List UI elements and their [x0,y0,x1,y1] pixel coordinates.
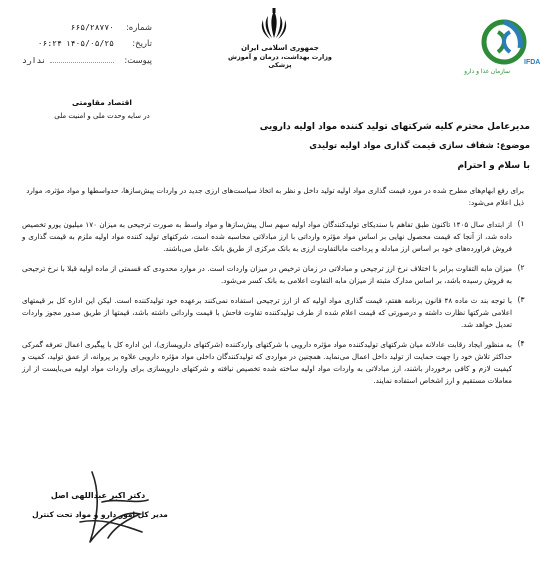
attachment-label: پیوست: [124,56,152,66]
svg-text:IFDA: IFDA [524,59,541,66]
ministry-title: وزارت بهداشت، درمان و آموزش پزشکی [228,53,332,69]
intro-paragraph: برای رفع ابهام‌های مطرح شده در مورد قیمت گذاری مواد اولیه تولید داخل و نظر به اتخاذ سیاست‌های ارزی جدید در واردات پیش‌سازها، حدواسطها و مواد مؤثره، موارد ذیل اعلام می‌شود: [26,186,524,207]
addressee: مدیرعامل محترم کلیه شرکتهای تولید کننده مواد اولیه دارویی [259,122,530,132]
item-text: با توجه بند ث ماده ۴۸ قانون برنامه هفتم، قیمت گذاری مواد اولیه که از ارز ترجیحی استفاده نمی‌کنند برعهده خود تولیدکننده است. لیکن این اداره کل بر قیمتهای اعلامی شرکتها نظارت داشته و درصورتی که قیمت اعلام شده از طرف تولیدکننده تفاوت فاحش با قیمت وارداتی داشته باشد، قیمتها از طریق صدور مجوز واردات تعدیل خواهد شد. [22,296,512,329]
date-value: ۱۴۰۵/۰۵/۲۵ [65,39,114,48]
logo-caption: سازمان غذا و دارو [464,68,510,75]
ifda-logo-icon [458,18,541,68]
list-item [22,295,530,331]
handwritten-signature-icon [30,462,190,552]
list-item [22,339,530,387]
letter-body [22,122,530,395]
item-number: ۳) [517,295,525,304]
slogan-line2: در سایه وحدت ملی و امنیت ملی [54,112,150,120]
item-number: ۲) [517,263,525,272]
signatory-name: دکتر اکبر عبداللهی اصل [50,491,146,500]
slogan [22,98,182,120]
item-text: به منظور ایجاد رقابت عادلانه میان شرکتهای تولیدکننده مواد مؤثره دارویی با شرکتهای واردکننده (شرکتهای دارویسازی)، این اداره کل با پیگیری اعمال تعرفه گمرکی حداکثر تلاش خود را جهت حمایت از تولید داخل اعمال می‌نماید. همچنین در مواردی که تولیدکنندگان داخلی مواد مؤثره دارویی علاوه بر پروانه، از عمق تولید، کمیت و کیفیت لازم و کافی برخوردار باشند، ارز مبادلاتی به واردات مواد اولیه ساخته شده تخصیص نیافته و شرکتهای دارویسازی برای واردات مواد اولیه می‌بایست از ارز معاملات مستقیم و ارز اشخاص استفاده نمایند. [22,340,512,385]
greeting: با سلام و احترام [457,161,530,171]
ministry-header [225,44,335,69]
republic-title: جمهوری اسلامی ایران [241,44,319,52]
number-row [22,20,152,36]
attachment-dots [50,52,114,63]
item-number: ۱) [517,219,525,228]
subject: موضوع: شفاف سازی قیمت گذاری مواد اولیه تولیدی [309,141,530,151]
attachment-value: ندارد [22,56,47,65]
signatory-title: مدیر کل امور دارو و مواد تحت کنترل [32,510,168,519]
number-value: ۶۶۵/۲۸۷۷۰ [70,23,114,32]
item-text: میزان مابه التفاوت برابر با اختلاف نرخ ارز ترجیحی و مبادلاتی در زمان ترخیص در میزان واردات است. در موارد محدودی که قسمتی از ماده اولیه قبلا با نرخ ترجیحی به فروش رسیده باشد، بر اساس مدارک مثبته از میزان مابه التفاوت اعلامی به بانک کسر می‌شود. [22,264,512,285]
item-text: از ابتدای سال ۱۴۰۵ تاکنون طبق تفاهم با سندیکای تولیدکنندگان مواد اولیه سهم سال پیش‌سازها و مواد واسط به صورت ترجیحی به میزان ۱۷۰ میلیون یورو تخصیص داده شد، از آنجا که قیمت محصول نهایی بر اساس مواد مؤثره وارداتی با ارز مبادلاتی محاسبه شده است، شرکتهای تولید کننده مواد اولیه ملزم به قیمت گذاری و فروش فراورده‌های خود بر اساس ارز مبادله و پرداخت مابالتفاوت ارزی به بانک مرکزی از طریق بانک عامل می‌باشند. [22,220,512,253]
list-item [22,219,530,255]
date-row [22,36,152,52]
slogan-line1: اقتصاد مقاومتی [71,98,133,107]
attachment-row [22,52,152,68]
item-number: ۴) [517,339,525,348]
number-label: شماره: [125,23,152,33]
date-label: تاریخ: [132,39,152,49]
time-value: ۰۶:۲۴ [37,39,62,48]
iran-emblem-icon [257,8,291,44]
list-item [22,263,530,287]
letter-meta [22,20,152,68]
